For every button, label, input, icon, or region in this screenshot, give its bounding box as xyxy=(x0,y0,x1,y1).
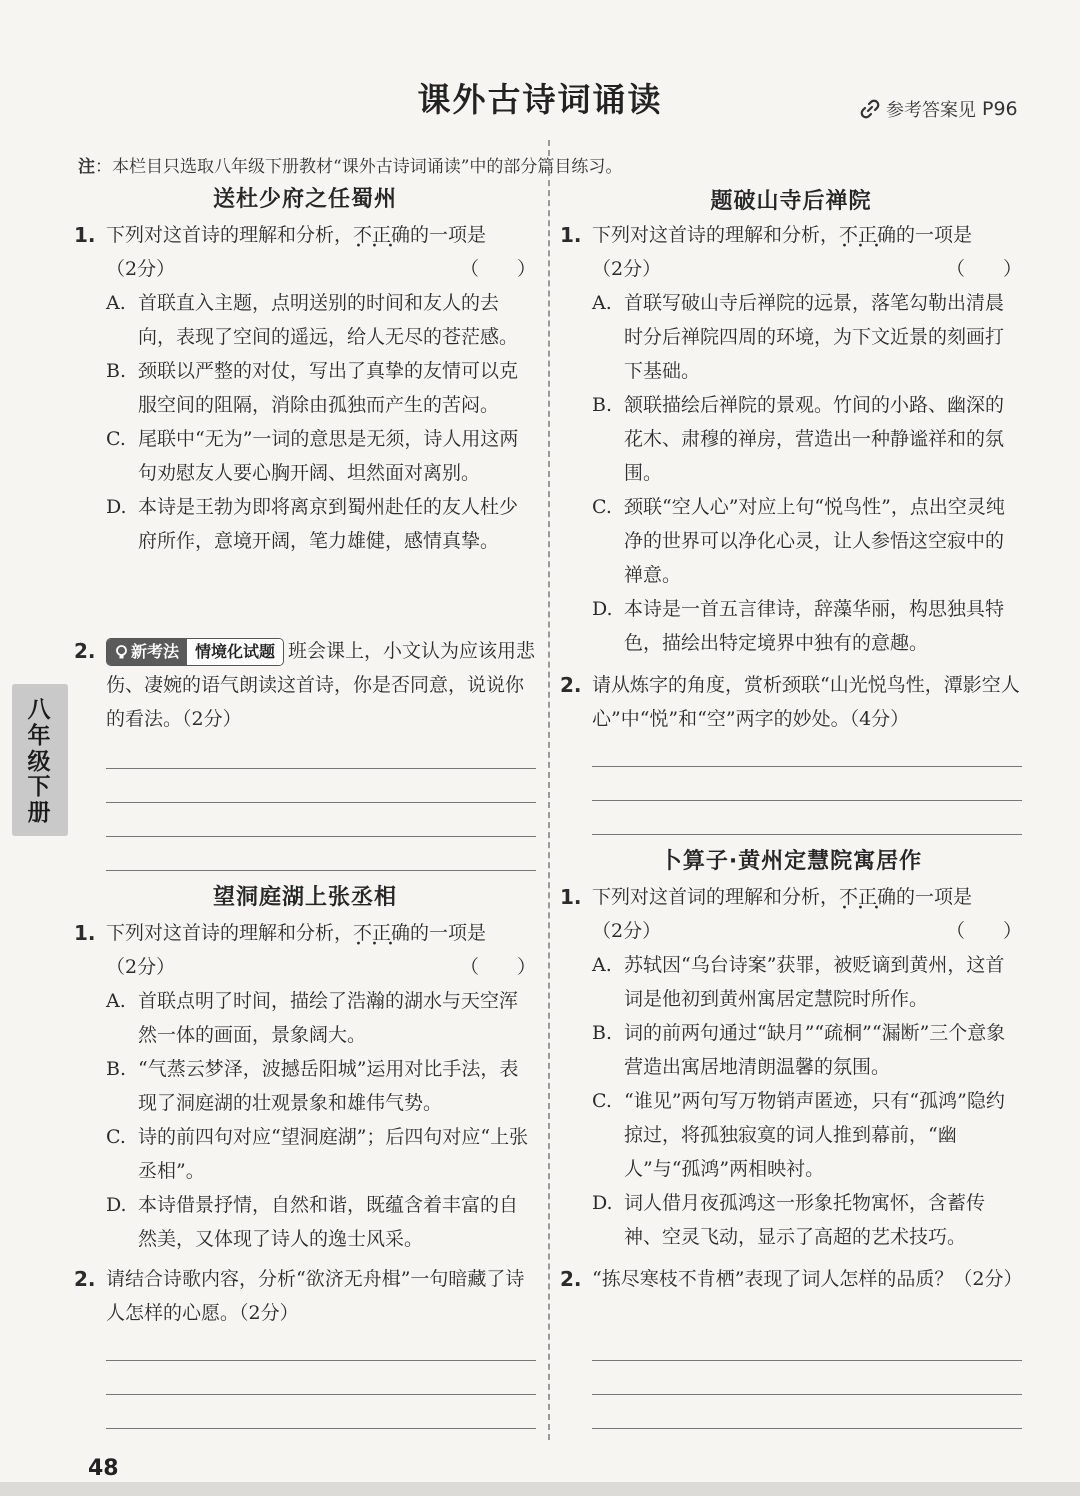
option-text: 首联写破山寺后禅院的远景，落笔勾勒出清晨时分后禅院四周的环境，为下文近景的刻画打下基础。 xyxy=(624,292,1005,382)
emphasis-text: 不正确 ··· xyxy=(353,922,410,944)
option-text: 颈联以严整的对仗，写出了真挚的友情可以克服空间的阻隔，消除由孤独而产生的苦闷。 xyxy=(138,360,519,416)
answer-bracket[interactable]: （ ） xyxy=(459,956,536,978)
question-number: 1. xyxy=(560,885,582,909)
option-text: 首联点明了时间，描绘了浩瀚的湖水与天空浑然一体的画面，景象阔大。 xyxy=(138,990,519,1046)
question-1 xyxy=(74,218,536,558)
question-text: “拣尽寒枝不肯栖”表现了词人怎样的品质？（2分） xyxy=(592,1268,1023,1290)
grade-side-tab-label: 八年级下册 xyxy=(27,697,51,826)
section-title: 送杜少府之任蜀州 xyxy=(212,187,397,212)
option-label: C. xyxy=(592,1090,612,1112)
option-text: 尾联中“无为”一词的意思是无须，诗人用这两句劝慰友人要心胸开阔、坦然面对离别。 xyxy=(138,428,519,484)
option-label: A. xyxy=(592,292,612,314)
answer-line[interactable] xyxy=(592,834,1022,835)
option-label: C. xyxy=(592,496,612,518)
option-label: C. xyxy=(106,428,126,450)
question-text: 请从炼字的角度，赏析颈联“山光悦鸟性，潭影空人心”中“悦”和“空”两字的妙处。（4分） xyxy=(592,674,1020,730)
question-stem-end: 的一项是 xyxy=(410,224,487,246)
option-text: 颔联描绘后禅院的景观。竹间的小路、幽深的花木、肃穆的禅房，营造出一种静谧祥和的氛围。 xyxy=(624,394,1005,484)
option-text: 词的前两句通过“缺月”“疏桐”“漏断”三个意象营造出寓居地清朗温馨的氛围。 xyxy=(624,1022,1006,1078)
option-b xyxy=(106,354,536,422)
answer-bracket[interactable]: （ ） xyxy=(945,258,1022,280)
option-label: A. xyxy=(106,990,126,1012)
section-title: 卜算子·黄州定慧院寓居作 xyxy=(659,849,923,874)
question-text: 请结合诗歌内容，分析“欲济无舟楫”一句暗藏了诗人怎样的心愿。（2分） xyxy=(106,1268,525,1324)
answer-line[interactable] xyxy=(592,1394,1022,1395)
option-d xyxy=(592,1186,1022,1254)
answer-line[interactable] xyxy=(592,766,1022,767)
option-b xyxy=(592,388,1022,490)
answer-line[interactable] xyxy=(592,1360,1022,1361)
answer-line[interactable] xyxy=(106,1394,536,1395)
emphasis-text: 不正确 ··· xyxy=(839,886,896,908)
option-label: A. xyxy=(106,292,126,314)
question-score: （2分） xyxy=(592,920,662,942)
option-a xyxy=(592,948,1022,1016)
question-1 xyxy=(74,916,536,1256)
section-title: 望洞庭湖上张丞相 xyxy=(212,885,397,910)
option-label: D. xyxy=(592,1192,613,1214)
question-score: （2分） xyxy=(106,258,176,280)
page-title: 课外古诗词诵读 xyxy=(417,80,663,119)
badge-label: 新考法 xyxy=(131,642,180,661)
option-a xyxy=(592,286,1022,388)
question-number: 2. xyxy=(74,639,96,663)
option-c xyxy=(106,1120,536,1188)
option-c xyxy=(592,490,1022,592)
lightbulb-icon xyxy=(115,645,128,660)
question-score: （2分） xyxy=(106,956,176,978)
new-exam-badge xyxy=(106,638,284,666)
answer-reference-text: 参考答案见 xyxy=(886,100,976,121)
page-number: 48 xyxy=(88,1456,119,1481)
option-label: C. xyxy=(106,1126,126,1148)
question-1 xyxy=(560,880,1022,1254)
question-1 xyxy=(560,218,1022,660)
option-text: 本诗是王勃为即将离京到蜀州赴任的友人杜少府所作，意境开阔，笔力雄健，感情真挚。 xyxy=(138,496,519,552)
option-label: D. xyxy=(106,496,127,518)
answer-line[interactable] xyxy=(592,800,1022,801)
option-text: “谁见”两句写万物销声匿迹，只有“孤鸿”隐约掠过，将孤独寂寞的词人推到幕前，“幽人”与“孤鸿”两相映衬。 xyxy=(624,1090,1005,1180)
question-number: 2. xyxy=(74,1267,96,1291)
option-a xyxy=(106,286,536,354)
question-number: 2. xyxy=(560,1267,582,1291)
question-2 xyxy=(74,634,536,736)
option-c xyxy=(592,1084,1022,1186)
answer-bracket[interactable]: （ ） xyxy=(459,258,536,280)
option-b xyxy=(106,1052,536,1120)
option-text: 诗的前四句对应“望洞庭湖”；后四句对应“上张丞相”。 xyxy=(138,1126,529,1182)
answer-line[interactable] xyxy=(106,1428,536,1429)
option-text: “气蒸云梦泽，波撼岳阳城”运用对比手法，表现了洞庭湖的壮观景象和雄伟气势。 xyxy=(138,1058,519,1114)
badge-category: 情境化试题 xyxy=(187,639,283,665)
option-label: D. xyxy=(592,598,613,620)
option-text: 词人借月夜孤鸿这一形象托物寓怀，含蓄传神、空灵飞动，显示了高超的艺术技巧。 xyxy=(624,1192,986,1248)
answer-line[interactable] xyxy=(106,836,536,837)
note-text: ：本栏目只选取八年级下册教材“课外古诗词诵读”中的部分篇目练习。 xyxy=(95,157,623,177)
answer-line[interactable] xyxy=(106,870,536,871)
question-stem: 下列对这首诗的理解和分析， xyxy=(106,224,354,246)
option-text: 本诗是一首五言律诗，辞藻华丽，构思独具特色，描绘出特定境界中独有的意趣。 xyxy=(624,598,1005,654)
question-stem-end: 的一项是 xyxy=(896,224,973,246)
option-label: B. xyxy=(106,1058,127,1080)
page-bottom-edge xyxy=(0,1482,1080,1496)
question-number: 1. xyxy=(560,223,582,247)
answer-bracket[interactable]: （ ） xyxy=(945,920,1022,942)
option-label: B. xyxy=(592,394,613,416)
option-c xyxy=(106,422,536,490)
link-icon xyxy=(860,99,880,119)
question-2 xyxy=(74,1262,536,1330)
option-text: 本诗借景抒情，自然和谐，既蕴含着丰富的自然美，又体现了诗人的逸士风采。 xyxy=(138,1194,519,1250)
question-stem-end: 的一项是 xyxy=(410,922,487,944)
question-stem: 下列对这首诗的理解和分析， xyxy=(592,224,840,246)
question-2 xyxy=(560,668,1022,736)
question-score: （2分） xyxy=(592,258,662,280)
option-label: B. xyxy=(106,360,127,382)
option-label: D. xyxy=(106,1194,127,1216)
emphasis-text: 不正确 ··· xyxy=(839,224,896,246)
question-stem-end: 的一项是 xyxy=(896,886,973,908)
question-number: 1. xyxy=(74,921,96,945)
answer-line[interactable] xyxy=(106,1360,536,1361)
question-2 xyxy=(560,1262,1022,1296)
note xyxy=(78,152,622,177)
answer-line[interactable] xyxy=(106,768,536,769)
option-a xyxy=(106,984,536,1052)
emphasis-text: 不正确 ··· xyxy=(353,224,410,246)
option-text: 首联直入主题，点明送别的时间和友人的去向，表现了空间的遥远，给人无尽的苍茫感。 xyxy=(138,292,519,348)
option-d xyxy=(106,1188,536,1256)
option-label: A. xyxy=(592,954,612,976)
option-label: B. xyxy=(592,1022,613,1044)
option-b xyxy=(592,1016,1022,1084)
note-label: 注 xyxy=(78,157,95,177)
answer-line[interactable] xyxy=(106,802,536,803)
section-title: 题破山寺后禅院 xyxy=(710,189,872,214)
option-d xyxy=(592,592,1022,660)
question-stem: 下列对这首诗的理解和分析， xyxy=(106,922,354,944)
grade-side-tab xyxy=(12,684,68,836)
question-number: 2. xyxy=(560,673,582,697)
question-number: 1. xyxy=(74,223,96,247)
question-stem: 下列对这首词的理解和分析， xyxy=(592,886,840,908)
option-d xyxy=(106,490,536,558)
question-text: 班会课上，小文认为应该用悲伤、凄婉的语气朗读这首诗，你是否同意，说说你的看法。（2分） xyxy=(106,640,536,730)
answer-reference-page: P96 xyxy=(982,98,1018,120)
option-text: 苏轼因“乌台诗案”获罪，被贬谪到黄州，这首词是他初到黄州寓居定慧院时所作。 xyxy=(624,954,1005,1010)
column-divider xyxy=(548,140,550,1440)
answer-reference xyxy=(860,96,1018,122)
option-text: 颈联“空人心”对应上句“悦鸟性”，点出空灵纯净的世界可以净化心灵，让人参悟这空寂中的禅意。 xyxy=(624,496,1005,586)
answer-line[interactable] xyxy=(592,1428,1022,1429)
